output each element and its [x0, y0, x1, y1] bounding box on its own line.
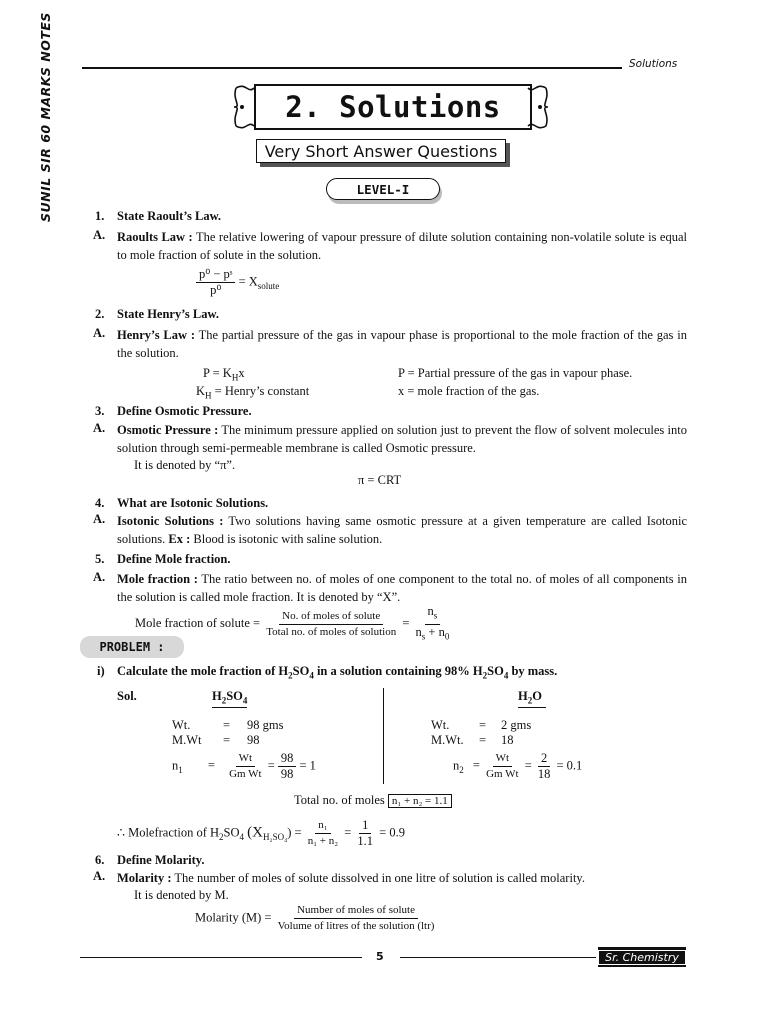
left-mwt-label: M.Wt: [172, 733, 202, 747]
total-moles: Total no. of moles n₁ + n₂ = 1.1: [294, 791, 452, 810]
mole-fraction-result: ∴ Molefraction of $H_2SO_4$ $(X_{H_2SO_4})$ = $\frac{\text{n₁}}{\text{n₁ + n₂}}$ = $\frac{1}{1.1}$ = 0.9: [117, 818, 405, 848]
q3-question: Define Osmotic Pressure.: [117, 404, 252, 418]
problem-number: i): [97, 664, 105, 678]
q5-number: 5.: [95, 552, 105, 566]
q3-answer-label: A.: [93, 421, 106, 435]
right-wt-eq: =: [479, 718, 487, 732]
q5-answer: Mole fraction : The ratio between no. of moles of one component to the total no. of moles of all components in the solution is called mole fraction. It is denoted by “X”.: [117, 572, 688, 604]
solution-label: Sol.: [117, 689, 137, 703]
q4-number: 4.: [95, 496, 105, 510]
q6-formula: Molarity (M) = $\frac{\text{Number of moles of solute}}{\text{Volume of litres of the solution (ltr)}}$: [195, 904, 435, 932]
right-n-formula: $n_2$ = $\frac{Wt}{\text{Gm Wt}}$ = $\frac{2}{18}$ = 0.1: [453, 751, 583, 781]
left-mwt-eq: =: [223, 733, 231, 747]
q4-question: What are Isotonic Solutions.: [117, 496, 269, 510]
q5-question: Define Mole fraction.: [117, 552, 231, 566]
q6-answer: Molarity : The number of moles of solute dissolved in one litre of solution is called molarity.: [117, 871, 585, 885]
q2-answer: Henry’s Law : The partial pressure of the gas in vapour phase is proportional to the mole fraction of the gas in the solution.: [117, 328, 687, 360]
q4-answer-label: A.: [93, 512, 106, 526]
left-n-formula: $n_1$ = $\frac{Wt}{\text{Gm Wt}}$ = $\frac{98}{98}$ = 1: [172, 751, 316, 781]
q6-number: 6.: [95, 853, 105, 867]
right-wt-value: 2 gms: [501, 718, 532, 732]
q6-denoted: It is denoted by M.: [134, 888, 229, 902]
left-wt-label: Wt.: [172, 718, 191, 732]
q6-question: Define Molarity.: [117, 853, 205, 867]
q2-eq2: $K_H$ = Henry’s constant: [196, 384, 310, 401]
q1-answer: Raoults Law : The relative lowering of vapour pressure of dilute solution containing non-volatile solute is equal to mole fraction of solute in the solution.: [117, 230, 687, 262]
footer-rule-left: [80, 957, 362, 958]
q1-answer-label: A.: [93, 228, 106, 242]
q2-number: 2.: [95, 307, 105, 321]
q1-question: State Raoult’s Law.: [117, 209, 222, 223]
footer-rule-right: [400, 957, 596, 958]
q3-denoted: It is denoted by “π”.: [134, 458, 236, 472]
problem-label: PROBLEM :: [80, 636, 184, 658]
footer-tag: Sr. Chemistry: [598, 947, 686, 967]
right-mwt-value: 18: [501, 733, 514, 747]
page-number: 5: [376, 950, 384, 963]
section-heading: Very Short Answer Questions: [256, 139, 510, 167]
right-mwt-eq: =: [479, 733, 487, 747]
q3-number: 3.: [95, 404, 105, 418]
chapter-title-frame: [232, 80, 550, 134]
q2-def2: x = mole fraction of the gas.: [398, 384, 540, 398]
q2-question: State Henry’s Law.: [117, 307, 219, 321]
q4-answer: Isotonic Solutions : Two solutions having same osmotic pressure at a given temperature are called Isotonic solutions. Ex : Blood is isotonic with saline solution.: [117, 514, 687, 546]
right-heading: $H_2O$: [518, 689, 546, 708]
q3-answer: Osmotic Pressure : The minimum pressure applied on solution just to prevent the flow of solvent molecules into solution through semi-permeable membrane is called Osmotic pressure.: [117, 423, 687, 455]
column-divider: [383, 688, 384, 784]
left-mwt-value: 98: [247, 733, 260, 747]
q1-formula: $\frac{\text{p⁰ − pˢ}}{\text{p⁰}}$ = $X_{solute}$: [196, 267, 279, 298]
q1-number: 1.: [95, 209, 105, 223]
side-label: SUNIL SIR 60 MARKS NOTES: [38, 12, 53, 222]
q2-answer-label: A.: [93, 326, 106, 340]
left-heading: $H_2SO_4$: [212, 689, 248, 706]
problem-question: Calculate the mole fraction of $H_2SO_4$ in a solution containing 98% $H_2SO_4$ by mass.: [117, 664, 558, 681]
q3-formula: π = CRT: [358, 473, 402, 487]
q5-answer-label: A.: [93, 570, 106, 584]
header-tag: Solutions: [629, 58, 678, 70]
q2-eq1: $P = K_Hx$: [203, 366, 245, 383]
left-wt-value: 98 gms: [247, 718, 284, 732]
q5-formula: Mole fraction of solute = $\frac{\text{No. of moles of solute}}{\text{Total no. of moles of solution}}$ = $\frac{n_s}{n_s + n_0}$: [135, 604, 450, 641]
right-wt-label: Wt.: [431, 718, 450, 732]
q6-answer-label: A.: [93, 869, 106, 883]
right-mwt-label: M.Wt.: [431, 733, 464, 747]
left-wt-eq: =: [223, 718, 231, 732]
q2-def1: P = Partial pressure of the gas in vapour phase.: [398, 366, 633, 380]
chapter-title: 2. Solutions: [254, 84, 532, 130]
header-rule: [82, 67, 622, 69]
level-badge: LEVEL-I: [322, 176, 444, 206]
